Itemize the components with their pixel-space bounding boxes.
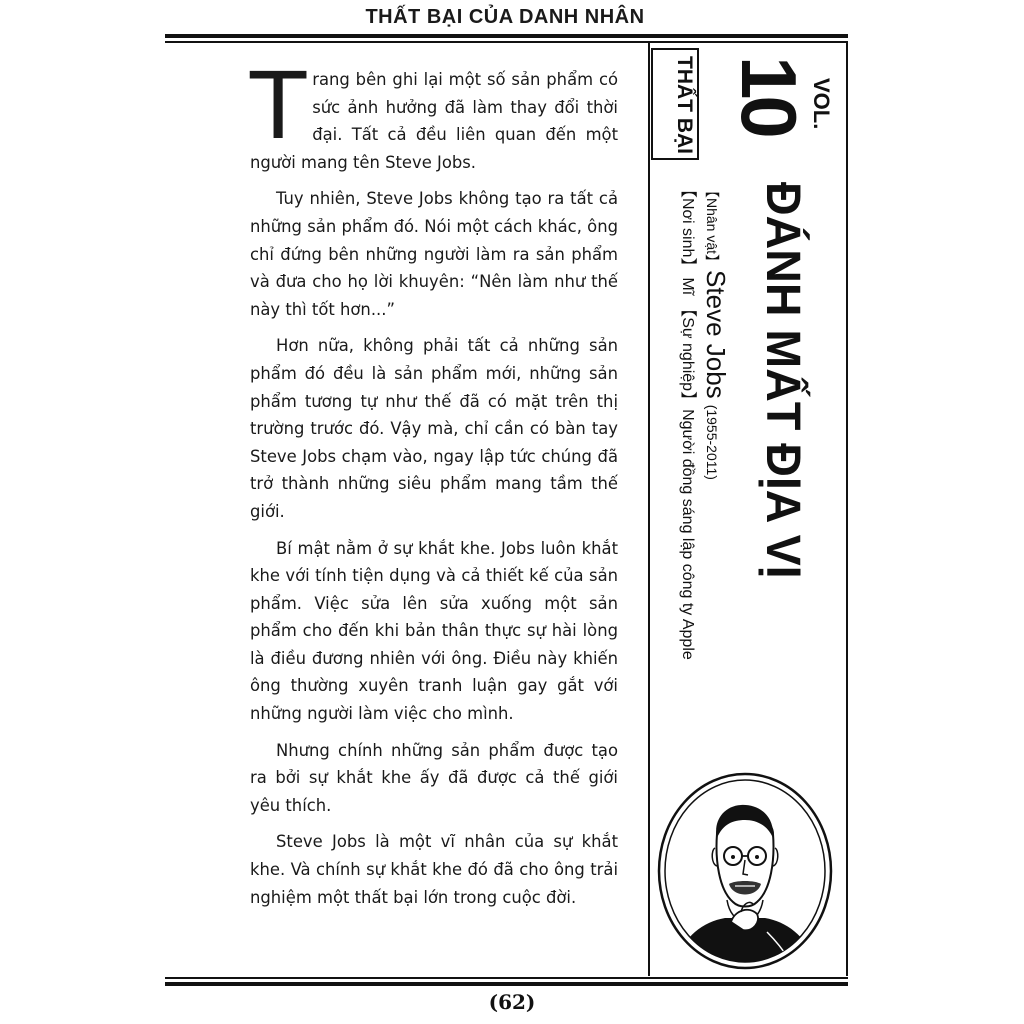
portrait-frame — [657, 772, 833, 970]
paragraph: Bí mật nằm ở sự khắt khe. Jobs luôn khắt khe với tính tiện dụng và cả thiết kế của sản phẩm. Việc sửa lên sửa xuống một sản phẩm cho đến khi bản thân thực sự hài lòng là điều đương nhiên với ông. Điều này khiến ông thường xuyên tranh luận gay gắt với những người làm việc cho mình. — [250, 538, 618, 724]
person-line — [697, 184, 730, 480]
person-label: 【Nhân vật】 — [704, 184, 720, 269]
vol-label: VOL. — [809, 78, 834, 130]
person-years: (1955-2011) — [704, 404, 720, 480]
paragraph — [250, 53, 618, 176]
steve-jobs-portrait-icon — [657, 772, 833, 970]
category-label: THẤT BẠI — [673, 56, 696, 154]
footer-rule-thin — [165, 977, 848, 979]
birthplace-value: Mĩ — [679, 277, 696, 296]
birthplace-label: 【Nơi sinh】 — [679, 182, 696, 274]
header-rule-thick — [165, 34, 848, 38]
paragraph: Steve Jobs là một vĩ nhân của sự khắt khe. Và chính sự khắt khe đó đã cho ông trải nghiệm một thất bại lớn trong cuộc đời. — [250, 832, 618, 907]
body-text — [250, 53, 618, 920]
person-name: Steve Jobs — [701, 270, 731, 399]
vol-number: 10 — [725, 56, 813, 135]
paragraph: Hơn nữa, không phải tất cả những sản phẩm đó đều là sản phẩm mới, những sản phẩm tương tự như thế đã có mặt trên thị trường trước đó. Vậy mà, chỉ cần có bàn tay Steve Jobs chạm vào, ngay lập tức chúng đã trở thành những siêu phẩm mang tầm thế giới. — [250, 336, 618, 521]
info-line — [676, 182, 698, 660]
headline: ĐÁNH MẤT ĐỊA VỊ — [756, 182, 809, 579]
page-number: (62) — [488, 990, 536, 1014]
career-value: Người đồng sáng lập công ty Apple — [679, 409, 696, 660]
paragraph: Nhưng chính những sản phẩm được tạo ra bởi sự khắt khe ấy đã được cả thế giới yêu thích. — [250, 740, 618, 815]
paragraph: Tuy nhiên, Steve Jobs không tạo ra tất cả những sản phẩm đó. Nói một cách khác, ông chỉ đứng bên những người làm ra sản phẩm và đưa cho họ lời khuyên: “Nên làm như thế này thì tốt hơn...” — [250, 189, 618, 319]
paragraph-text: rang bên ghi lại một số sản phẩm có sức ảnh hưởng đã làm thay đổi thời đại. Tất cả đều liên quan đến một người mang tên Steve Jobs. — [250, 70, 618, 172]
drop-cap: T — [250, 53, 307, 160]
career-label: 【Sự nghiệp】 — [679, 301, 696, 408]
footer-rule-thick — [165, 982, 848, 986]
running-head-title: THẤT BẠI CỦA DANH NHÂN — [365, 6, 645, 28]
